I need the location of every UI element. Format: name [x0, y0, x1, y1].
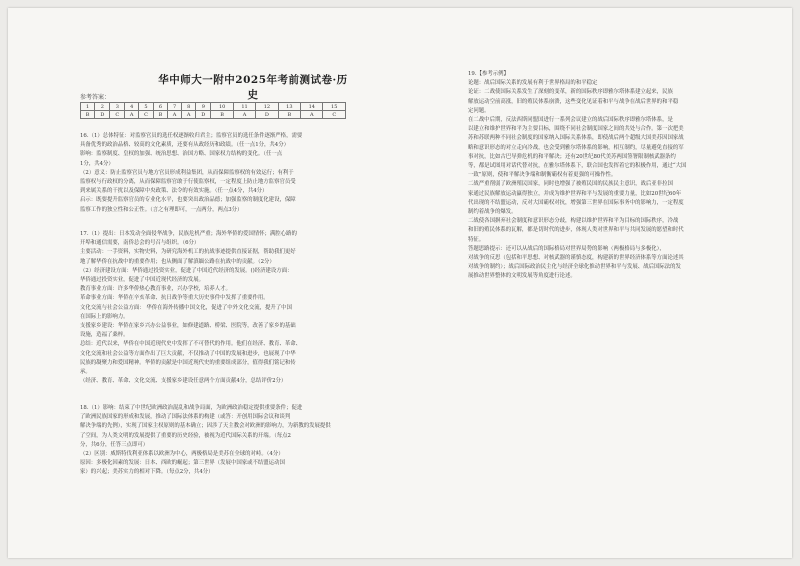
question-number: 8	[182, 103, 196, 111]
q19-line: 在二战中后期，反法西斯同盟国进行一系列会议建立的战后国际秩序即雅尔塔体系，是	[468, 117, 673, 124]
q19-line: 一致”原则，使和平解决争端和制衡霸权有着更强的可操作性。	[468, 172, 617, 179]
q16-line: （2）意义：防止监察官员与地方官员形成利益集团，从而保障监察权的有效运行；有利于	[80, 169, 294, 176]
q19-line: 论证：二战使国际关系发生了深刻的变革，新的国际秩序即雅尔塔体系建立起来，民族	[468, 89, 673, 96]
q17-line: 民族的凝聚力和爱国精神。华侨的贡献是中国近现代史的重要组成部分，值得我们铭记和传	[80, 359, 296, 366]
answer-sheet-page	[8, 8, 792, 558]
q16-line: 启示：既要提升监察官员的专业化水平，也要突出政治品德；加强监察的制度化建设，保障	[80, 197, 296, 204]
page-title: 华中师大一附中2025年考前测试卷·历史	[158, 74, 348, 101]
q17-line: 总结：近代以来，华侨在中国近现代史中发挥了不可替代的作用。他们在经济、教育、革命、	[80, 341, 302, 348]
q19-line: 定问题。	[468, 107, 490, 114]
question-number: 13	[278, 103, 300, 111]
answer-key-label: 参考答案：	[80, 94, 111, 101]
q19-line: 对战争的制约）；战后国际政治民主化与经济全球化推动世界和平与发展、战后国际法的发	[468, 264, 681, 271]
answer-letter: D	[256, 111, 278, 119]
q16-line: 16.（1）总体特征：对监察官员的选任权逐渐收归君主；监察官员的选任条件逐渐严格，需要	[80, 133, 303, 139]
q18-line: 18.（1）影响：结束了中世纪欧洲政治混乱和战争局面，为欧洲政治稳定提供重要条件；促进	[80, 405, 303, 411]
question-number: 7	[168, 103, 182, 111]
answer-letter: A	[301, 111, 323, 119]
q16-line: 具备优秀的政治品格、较高的文化素质，还要有从政经历和政绩。（任一点1分，共4分）	[80, 142, 290, 149]
answer-letter: C	[139, 111, 154, 119]
q16-line: 监察工作的独立性和公正性。（言之有理即可，一点两分，两点3分）	[80, 206, 243, 213]
q19-line: 制约着战争的爆发。	[468, 209, 517, 216]
answer-letter: D	[196, 111, 211, 119]
q19-line: 等，都是试图用对话代替对抗，在雅尔塔体系下，联合国也发挥着它的积极作用，通过“大国	[468, 163, 687, 170]
q19-line: 二战使各国摒弃社会制度和意识形态分歧，构建以维护世界和平为目标的国际秩序，冷战	[468, 218, 679, 225]
q18-line: 原因：多极化因素的发展：日本、西欧的崛起；第三世界（发展中国家或不结盟运动国	[80, 460, 285, 467]
q17-line: （2）经济建设方面：华侨通过投资实业，促进了中国近代经济的发展。()经济建设方面：	[80, 267, 293, 274]
q18-line: 分，共6分，任答三点即可）	[80, 441, 149, 448]
question-number: 6	[153, 103, 167, 111]
q19-line: 略和意识形态的对立走向冷战，也会受到雅尔塔体系的影响，相互制约，尽量避免直接的军	[468, 144, 684, 151]
answer-key-answer-row	[81, 111, 346, 119]
answer-letter: C	[110, 111, 125, 119]
q17-line: 在国际上的影响力。	[80, 313, 129, 320]
q19-line: 对战争的反思（包括和平思想、对核武器的谨慎态度，构建新的世界经济体系等方面论述其	[468, 255, 684, 262]
question-number: 3	[110, 103, 125, 111]
answer-letter: B	[278, 111, 300, 119]
q17-line: 承。	[80, 369, 91, 376]
question-number: 9	[196, 103, 211, 111]
q17-line: 华侨通过投资实业，促进了中国近现代经济的发展。	[80, 277, 204, 284]
question-17-answer	[80, 230, 346, 386]
question-number: 2	[95, 103, 110, 111]
question-19-answer	[468, 70, 750, 282]
q19-line: 代出现的不结盟运动，反对大国霸权对抗，增强第三世界在国际事务中的影响力，一定程度	[468, 199, 684, 206]
answer-letter: B	[81, 111, 95, 119]
q19-line: 苏和苏联两种不同社会制度的国家纳入国际关系体系，即使战后两个超级大国美苏因国家战	[468, 135, 684, 142]
question-number: 1	[81, 103, 95, 111]
q17-line: 主要活动：一手资料，实物史料，为研究海外机工的抗战事迹提供直接证据，帮助我们更好	[80, 249, 296, 256]
q17-line: 开埠和通信需要，南侨总会的号召与组织。（6分）	[80, 240, 200, 247]
q17-line: 17.（1）提出：日本发动全面侵华战争，民族危机严重；海外华侨的爱国情怀；满腔心路的	[80, 231, 297, 237]
q19-line: 特征。	[468, 236, 485, 243]
answer-letter: A	[168, 111, 182, 119]
question-16-answer	[80, 132, 346, 215]
q16-line: 影响：监察制度、皇权的加强、统治思想、治国方略、国家权力结构的变化。（任一点	[80, 151, 283, 158]
q19-line: 答题思路提示：还可以从战后的国际格局对世界局势的影响（两极格局与多极化），	[468, 245, 665, 252]
q19-line: 事对抗，比如古巴导弹危机的和平解决；还有20世纪80代美苏两国签署限制核武器条约	[468, 153, 676, 160]
q18-line: 了欧洲民族国家的形成和发展，推动了国际法体系的构建（或答：开创用国际会议和谈判	[80, 414, 291, 421]
answer-key-table	[80, 102, 346, 119]
q16-line: 到来属关系的干扰以及保障中央政策、法令的有效实施。（任一点4分，共4分）	[80, 188, 268, 195]
answer-letter: B	[153, 111, 167, 119]
q16-line: 1分，共4分）	[80, 160, 114, 167]
q17-line: 支援家乡建设：华侨在家乡兴办公益事业，如修建道路、桥梁、医院等，改善了家乡的基础	[80, 323, 296, 330]
q19-line: 以建立和维护世界和平为主要目标，围绕不同社会制度国家之间的共处与合作。第一次把美	[468, 126, 684, 133]
q19-line: 解放运动空前高涨，旧的殖民体系崩溃，这些变化见证着和平与战争在战后世界的和平稳	[468, 98, 679, 105]
question-number: 15	[323, 103, 346, 111]
question-number: 10	[211, 103, 233, 111]
q19-line: 二战严重削弱了欧洲殖民国家，同时也增强了被殖民国的民族民主意识，战后亚非拉国	[468, 181, 673, 188]
answer-letter: A	[233, 111, 255, 119]
q16-line: 监察权与行政权的分离，从而保障监察官敢于行使监察权，一定程度上防止地方监察官员受	[80, 179, 296, 186]
answer-letter: D	[95, 111, 110, 119]
q17-line: 文化交流和社会公益等方面作出了巨大贡献，不仅推动了中国的发展和进步，也展现了中华	[80, 350, 296, 357]
q17-line: 设施，造福了桑梓。	[80, 332, 129, 339]
q17-line: 地了解华侨在抗战中的重要作用；也从侧面了解滇缅公路在抗战中的贡献。（2分）	[80, 258, 275, 265]
question-number: 5	[139, 103, 154, 111]
answer-letter: A	[125, 111, 139, 119]
q18-line: 家）的兴起；美苏实力的相对下降。（每点2分，共4分）	[80, 469, 214, 476]
q19-line: 和旧的殖民体系的瓦解，都是切时代的进步，体现人类对世界和平与共同发展的愿望和时代	[468, 227, 684, 234]
question-number: 11	[233, 103, 255, 111]
q17-line: 革命事业方面：华侨在辛亥革命、抗日战争等重大历史事件中发挥了重要作用。	[80, 295, 269, 302]
q17-line: （经济、教育、革命、文化交流、支援家乡建设任意两个方面贡献4分，总结评价2分）	[80, 378, 287, 385]
q17-line: 文化交流与社会公益方面： 华侨在海外传播中国文化，促进了中外文化交流，提升了中国	[80, 304, 292, 311]
question-18-answer	[80, 404, 346, 478]
q18-line: 了空间，为人类文明的发展提供了重要的历史经验，被视为近代国际关系的开端。（每点2	[80, 432, 291, 439]
q18-line: （2）区别：威斯特伐利亚体系以欧洲为中心，两极格局是美苏在全球的对峙。（4分）	[80, 451, 284, 458]
question-number: 14	[301, 103, 323, 111]
question-number: 12	[256, 103, 278, 111]
answer-letter: A	[182, 111, 196, 119]
answer-letter: B	[211, 111, 233, 119]
q17-line: 教育事业方面：许多华侨热心教育事业，兴办学校，培养人才。	[80, 286, 231, 293]
answer-letter: C	[323, 111, 346, 119]
q18-line: 解决争端的先例），实现了国家主权原则的基本确立；因涉了天主教会对欧洲的影响力，为新教的发展提供	[80, 423, 331, 430]
answer-key-number-row	[81, 103, 346, 111]
q19-line: 论题：战后国际关系的发展有利于世界格局的和平稳定	[468, 80, 598, 87]
q19-line: 展推动世界整体的文明发展等角度进行论述。	[468, 273, 576, 280]
question-number: 4	[125, 103, 139, 111]
q19-line: 家通过民族解放运动赢得独立，并成为维护世界和平与发展的重要力量，比如20世纪60年	[468, 190, 682, 197]
q19-line: 19.【参考示例】	[468, 71, 509, 77]
